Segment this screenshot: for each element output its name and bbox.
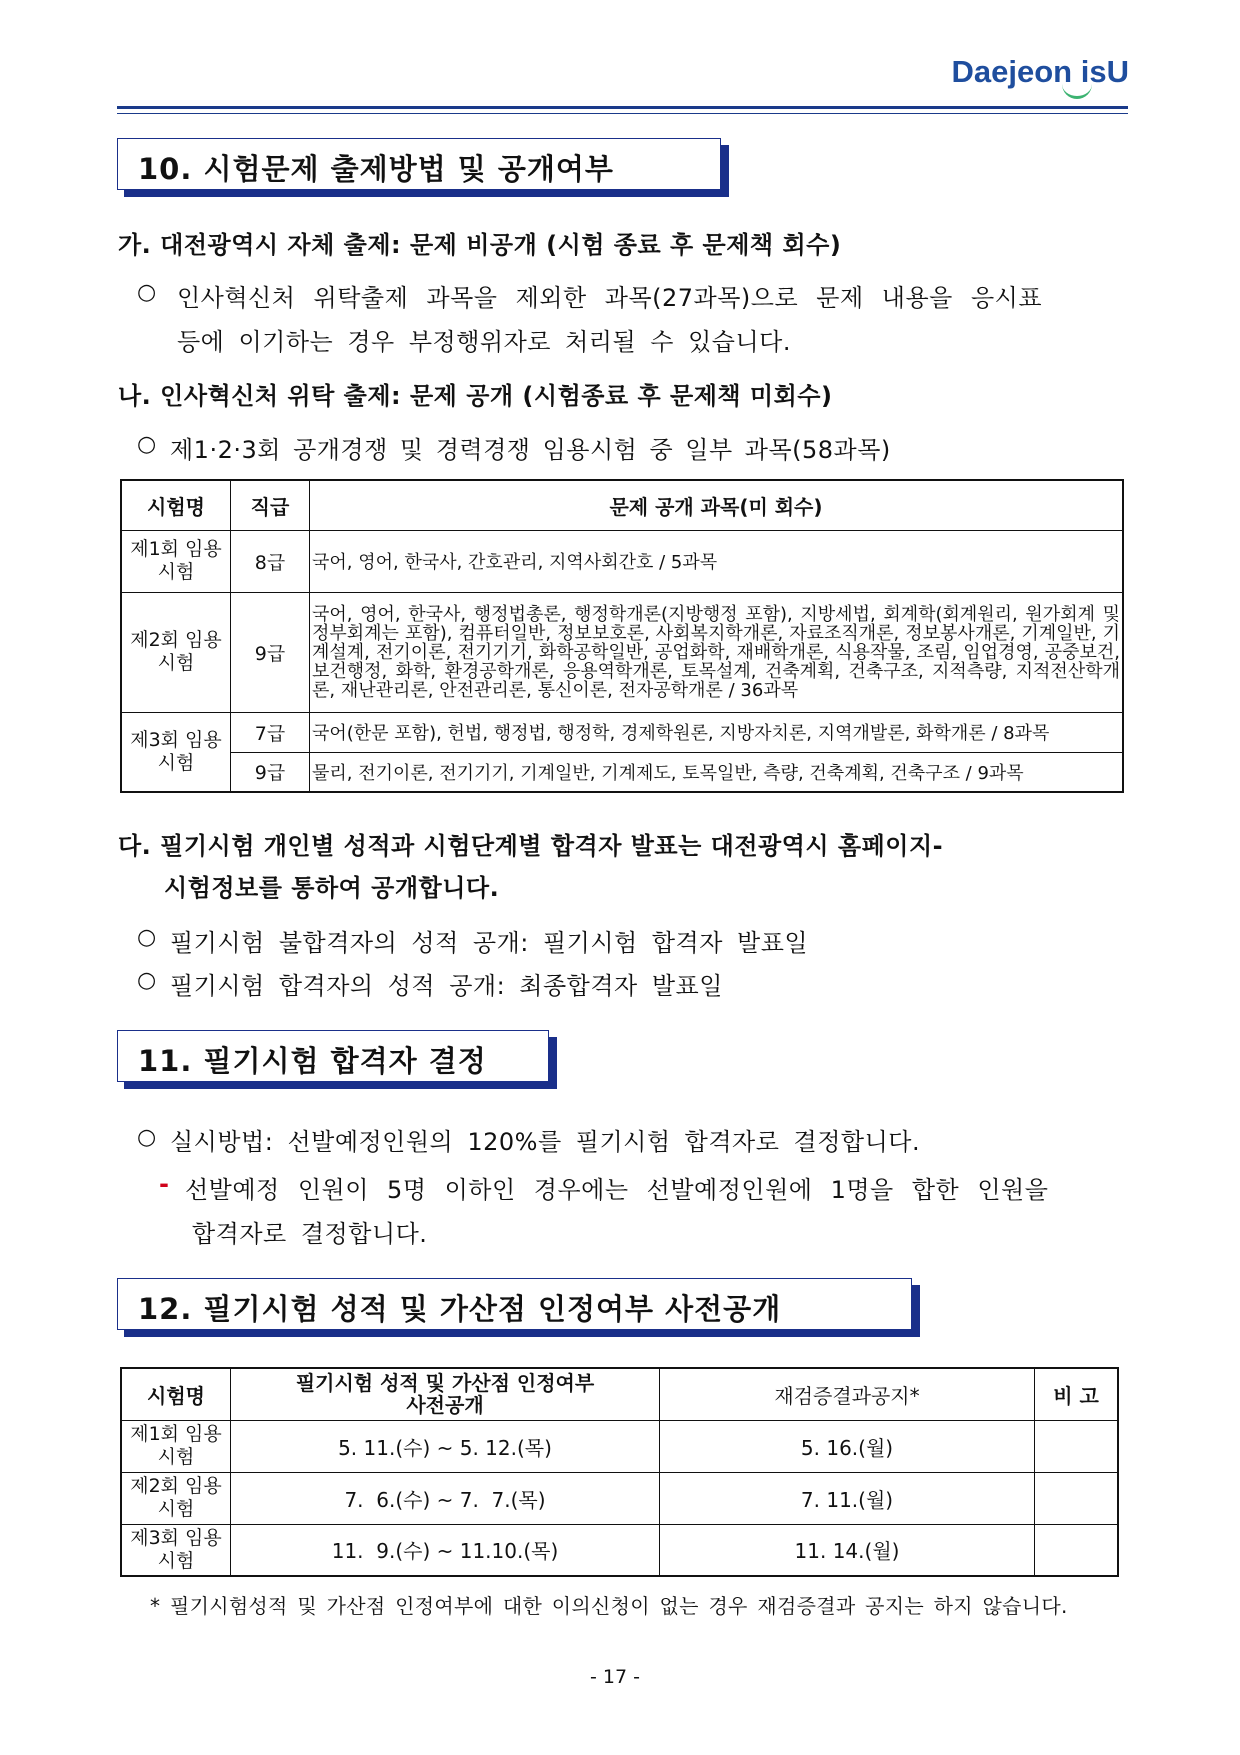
score-disclosure-table bbox=[120, 1367, 1119, 1577]
table-row bbox=[121, 752, 1123, 792]
circle-bullet-icon: ○ bbox=[137, 968, 157, 993]
footnote: * 필기시험성적 및 가산점 인정여부에 대한 이의신청이 없는 경우 재검증결과 공지는 하지 않습니다. bbox=[150, 1594, 1068, 1618]
table-row bbox=[121, 1472, 1118, 1524]
result-date: 5. 16.(월) bbox=[660, 1420, 1035, 1472]
grade: 7급 bbox=[231, 712, 310, 752]
table-row bbox=[121, 1420, 1118, 1472]
subjects: 국어, 영어, 한국사, 간호관리, 지역사회간호 / 5과목 bbox=[310, 530, 1124, 592]
table-row bbox=[121, 712, 1123, 752]
circle-bullet-icon: ○ bbox=[137, 1125, 157, 1150]
result-date: 11. 14.(월) bbox=[660, 1524, 1035, 1576]
circle-bullet-icon: ○ bbox=[137, 925, 157, 950]
grade: 8급 bbox=[231, 530, 310, 592]
paragraph: 실시방법: 선발예정인원의 120%를 필기시험 합격자로 결정합니다. bbox=[170, 1128, 921, 1156]
paragraph: 제1·2·3회 공개경쟁 및 경력경쟁 임용시험 중 일부 과목(58과목) bbox=[170, 436, 891, 464]
circle-bullet-icon: ○ bbox=[137, 280, 157, 305]
section-title: 11. 필기시험 합격자 결정 bbox=[138, 1044, 487, 1078]
subjects: 물리, 전기이론, 전기기기, 기계일반, 기계제도, 토목일반, 측량, 건축계획, 건축구조 / 9과목 bbox=[310, 752, 1124, 792]
table-row bbox=[121, 1524, 1118, 1576]
result-date: 7. 11.(월) bbox=[660, 1472, 1035, 1524]
paragraph: 필기시험 불합격자의 성적 공개: 필기시험 합격자 발표일 bbox=[170, 929, 809, 957]
grade: 9급 bbox=[231, 752, 310, 792]
table-row bbox=[121, 592, 1123, 712]
daejeon-logo: Daejeon isU bbox=[952, 54, 1129, 90]
grade: 9급 bbox=[231, 592, 310, 712]
table-header: 시험명 bbox=[121, 1368, 231, 1420]
subheading-da-cont: 시험정보를 통하여 공개합니다. bbox=[164, 874, 500, 902]
subjects: 국어(한문 포함), 헌법, 행정법, 행정학, 경제학원론, 지방자치론, 지역개발론, 화학개론 / 8과목 bbox=[310, 712, 1124, 752]
table-header: 문제 공개 과목(미 회수) bbox=[310, 480, 1124, 530]
paragraph: 등에 이기하는 경우 부정행위자로 처리될 수 있습니다. bbox=[177, 328, 791, 356]
section-title: 10. 시험문제 출제방법 및 공개여부 bbox=[138, 152, 614, 186]
paragraph: 선발예정 인원이 5명 이하인 경우에는 선발예정인원에 1명을 합한 인원을 bbox=[185, 1176, 1049, 1204]
exam-name: 제2회 임용시험 bbox=[121, 592, 231, 712]
subheading-ga: 가. 대전광역시 자체 출제: 문제 비공개 (시험 종료 후 문제책 회수) bbox=[118, 231, 842, 259]
header-rule-thin bbox=[117, 113, 1128, 114]
publish-period: 5. 11.(수) ~ 5. 12.(목) bbox=[231, 1420, 660, 1472]
section-title-box bbox=[117, 1278, 912, 1330]
exam-name: 제2회 임용시험 bbox=[121, 1472, 231, 1524]
note bbox=[1035, 1524, 1119, 1576]
section-title-box bbox=[117, 138, 721, 190]
subjects: 국어, 영어, 한국사, 행정법총론, 행정학개론(지방행정 포함), 지방세법, 회계학(회계원리, 원가회계 및 정부회계는 포함), 컴퓨터일반, 정보보호론, 사회복지학개론, 자료조직개론, 정보봉사개론, 기계일반, 기계설계, 전기이론, 전기기기, 화학공학일반, 공업화학, 재배학개론, 식용작물, 조림, 임업경영, 공중보건, 보건행정, 화학, 환경공학개론, 응용역학개론, 토목설계, 건축계획, 건축구조, 지적측량, 지적전산학개론, 재난관리론, 안전관리론, 통신이론, 전자공학개론 / 36과목 bbox=[310, 592, 1124, 712]
table-header: 시험명 bbox=[121, 480, 231, 530]
paragraph: 인사혁신처 위탁출제 과목을 제외한 과목(27과목)으로 문제 내용을 응시표 bbox=[177, 284, 1043, 312]
page-number: - 17 - bbox=[590, 1666, 640, 1688]
logo-smile-icon bbox=[1062, 84, 1092, 99]
note bbox=[1035, 1472, 1119, 1524]
exam-name: 제3회 임용시험 bbox=[121, 1524, 231, 1576]
section-title-box bbox=[117, 1030, 549, 1082]
table-header: 직급 bbox=[231, 480, 310, 530]
paragraph: 합격자로 결정합니다. bbox=[192, 1220, 428, 1248]
table-header: 비 고 bbox=[1035, 1368, 1119, 1420]
note bbox=[1035, 1420, 1119, 1472]
exam-name: 제1회 임용시험 bbox=[121, 530, 231, 592]
header-rule bbox=[117, 106, 1128, 109]
exam-subject-table bbox=[120, 479, 1124, 793]
subheading-da: 다. 필기시험 개인별 성적과 시험단계별 합격자 발표는 대전광역시 홈페이지- bbox=[118, 832, 944, 860]
table-header: 필기시험 성적 및 가산점 인정여부 사전공개 bbox=[231, 1368, 660, 1420]
publish-period: 11. 9.(수) ~ 11.10.(목) bbox=[231, 1524, 660, 1576]
dash-bullet-icon: - bbox=[159, 1170, 169, 1198]
circle-bullet-icon: ○ bbox=[137, 432, 157, 457]
subheading-na: 나. 인사혁신처 위탁 출제: 문제 공개 (시험종료 후 문제책 미회수) bbox=[118, 382, 833, 410]
table-row bbox=[121, 530, 1123, 592]
exam-name: 제3회 임용시험 bbox=[121, 712, 231, 792]
section-title: 12. 필기시험 성적 및 가산점 인정여부 사전공개 bbox=[138, 1292, 782, 1326]
paragraph: 필기시험 합격자의 성적 공개: 최종합격자 발표일 bbox=[170, 972, 723, 1000]
table-header: 재검증결과공지* bbox=[660, 1368, 1035, 1420]
exam-name: 제1회 임용시험 bbox=[121, 1420, 231, 1472]
publish-period: 7. 6.(수) ~ 7. 7.(목) bbox=[231, 1472, 660, 1524]
